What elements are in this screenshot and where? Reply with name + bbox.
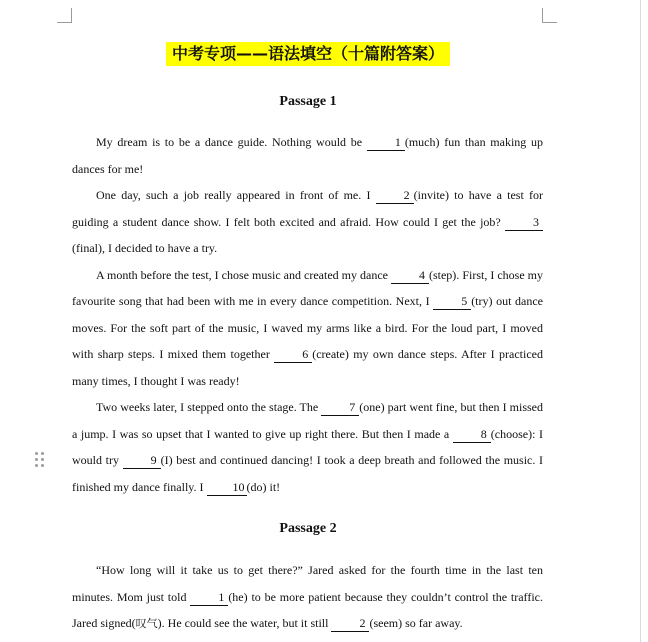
document-title: 中考专项——语法填空（十篇附答案）: [166, 42, 450, 66]
paragraph: “How long will it take us to get there?” Jared asked for the fourth time in the last ten minutes. Mom just told 1 (he) to be more patient because they couldn’t control the traffic. Jared signed(叹气). He could see the water, but it still 2 (seem) so far away.: [72, 563, 543, 630]
answer-blank: 9: [123, 453, 161, 469]
paragraph: A month before the test, I chose music and created my dance 4 (step). First, I chose my favourite song that had been with me in every dance competition. Next, I 5 (try) out dance moves. For the soft part of the music, I waved my arms like a bird. For the loud part, I moved with sharp steps. I mixed them together 6 (create) my own dance steps. After I practiced many times, I thought I was ready!: [72, 267, 543, 388]
drag-handle-icon[interactable]: [35, 452, 45, 468]
answer-blank: 10: [207, 480, 247, 496]
title-container: [0, 42, 616, 66]
paragraph: Two weeks later, I stepped onto the stage. The 7 (one) part went fine, but then I missed a jump. I was so upset that I wanted to give up right there. But then I made a 8 (choose): I would try 9 (I) best and continued dancing! I took a deep breath and followed the music. I finished my dance finally. I 10 (do) it!: [72, 400, 543, 494]
paragraph: One day, such a job really appeared in front of me. I 2 (invite) to have a test for guiding a student dance show. I felt both excited and afraid. How could I get the job? 3(final), I decided to have a try.: [72, 188, 543, 255]
answer-blank: 4: [391, 268, 429, 284]
page-corner-mark-top-right: [542, 8, 557, 23]
passage-1-body: [72, 129, 543, 500]
page-corner-mark-top-left: [57, 8, 72, 23]
answer-blank: 3: [505, 215, 543, 231]
passage-1-heading: Passage 1: [279, 94, 337, 109]
page-edge: [640, 0, 641, 642]
answer-blank: 2: [376, 188, 414, 204]
paragraph: My dream is to be a dance guide. Nothing would be 1 (much) fun than making up dances for me!: [72, 135, 543, 176]
answer-blank: 7: [321, 400, 359, 416]
answer-blank: 1: [190, 590, 228, 606]
passage-2-body: [72, 557, 543, 638]
answer-blank: 2: [331, 616, 369, 632]
answer-blank: 1: [367, 135, 405, 151]
answer-blank: 8: [453, 427, 491, 443]
answer-blank: 6: [274, 347, 312, 363]
answer-blank: 5: [433, 294, 471, 310]
passage-2-heading: Passage 2: [279, 521, 337, 536]
chinese-gloss: 叹气: [135, 617, 158, 630]
